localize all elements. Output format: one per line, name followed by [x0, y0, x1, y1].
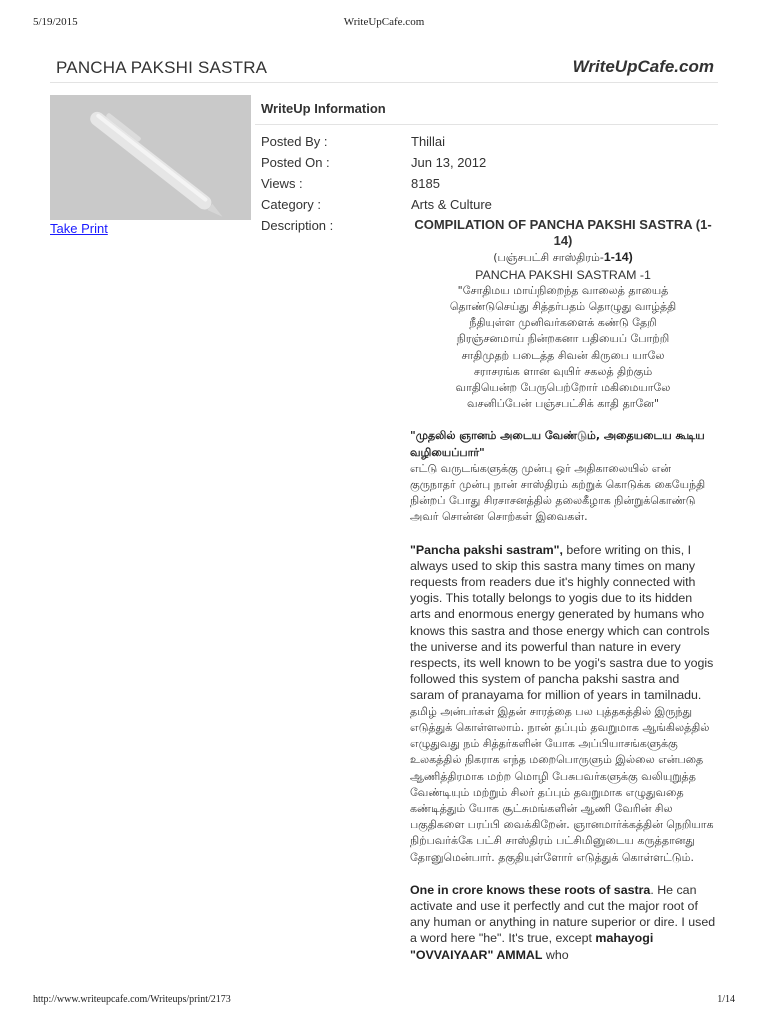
tamil-paragraph-2: தமிழ் அன்பர்கள் இதன் சாரத்தை பல புத்தகத்தில் இருந்து எடுத்துக் கொள்ளலாம். நான் தப்பும் தவறுமாக ஆங்கிலத்தில் எழுதுவது நம் சித்தர்களின் யோக அப்பியாசங்களுக்கு உலகத்தில் நிகராக எந்த மறைபொருளும் இல்லை என்பதை ஆணித்திரமாக மற்ற மொழி பேசுபவர்களுக்கு வலியுறுத்த வேண்டியும் மற்றும் சிலர் தப்பும் தவறுமாக எழுதுவதை கண்டித்தும் யோக சூட்சுமங்களின் ஆணி வேரின் சில பகுதிகளை பரப்பி வைக்கிறேன். ஞானமார்க்கத்தின் நெறியாக நிற்பவர்க்கே பட்சி சாஸ்திரம் பட்சிமினுடைய கருத்தானது தோனுமென்பார். தகுதியுள்ளோர் எடுத்துக் கொள்ளட்டும். [410, 704, 714, 864]
info-label: Category : [261, 197, 321, 212]
english-lead-bold: "Pancha pakshi sastram", [410, 542, 563, 557]
verse-line: வாதியென்ற பேருபெற்றோர் மகிமையாலே [455, 381, 671, 395]
info-value: Arts & Culture [411, 197, 492, 212]
verse-block [410, 283, 716, 413]
description-body [410, 217, 716, 963]
info-label: Posted On : [261, 155, 330, 170]
info-label: Description : [261, 218, 334, 233]
description-subheading [410, 249, 716, 266]
description-heading: COMPILATION OF PANCHA PAKSHI SASTRA (1-14) [414, 217, 712, 249]
english-paragraph-1-text: before writing on this, I always used to skip this sastra many times on many requests from readers due it's highly connected with yogis. This totally belongs to yogis due to its hidden arts and enormous energy generated by humans who knows this sastra and those energy which can controls the universe and its powerful than nature in every respects, its well known to be yogi's sastra due to yogis followed this system of pancha pakshi sastra and saram of pranayama for million of years in tamilnadu. [410, 542, 714, 703]
verse-line: தொண்டுசெய்து சித்தர்பதம் தொழுது வாழ்த்தி [449, 300, 677, 314]
verse-line: நீதியுள்ள முனிவர்களைக் கண்டு தேறி [469, 316, 657, 330]
english-paragraph-1 [410, 542, 716, 704]
info-section-title: WriteUp Information [261, 101, 386, 116]
subheading-tamil: (பஞ்சபட்சி சாஸ்திரம்- [493, 251, 604, 265]
subheading-number: 1-14) [603, 250, 633, 265]
info-label: Posted By : [261, 134, 328, 149]
verse-line: "சோதிமய மாய்நிறைந்த வாலைத் தாயைத் [457, 283, 669, 297]
page-title: PANCHA PAKSHI SASTRA [56, 58, 268, 77]
english-paragraph-2-end: who [542, 947, 569, 962]
brand-logo-text[interactable]: WriteUpCafe.com [572, 57, 714, 76]
info-row-views [261, 176, 721, 194]
writeup-thumbnail [50, 95, 251, 220]
verse-line: சராசரங்க ளான வுயிர் சகலத் திற்கும் [473, 364, 653, 378]
pen-icon [50, 95, 251, 220]
info-row-posted-by [261, 134, 721, 152]
print-url: http://www.writeupcafe.com/Writeups/print/2173 [33, 994, 231, 1005]
info-row-category [261, 197, 721, 215]
description-subheading-2: PANCHA PAKSHI SASTRAM -1 [475, 267, 651, 282]
tamil-quote-bold: "முதலில் ஞானம் அடைய வேண்டும், அதையடைய கூடிய வழியைப்பார்" [410, 429, 705, 459]
english-paragraph-2-text: . He can activate and use it perfectly and cut the major root of any human or anything in nature superior or dire. I used a word here "he". It's true, except [410, 882, 716, 946]
info-row-posted-on [261, 155, 721, 173]
print-page-number: 1/14 [717, 994, 735, 1005]
english-lead-bold-2: One in crore knows these roots of sastra [410, 882, 651, 897]
info-value: Thillai [411, 134, 445, 149]
info-divider [255, 124, 718, 125]
verse-line: வசனிப்பேன் பஞ்சபட்சிக் காதி தானே" [466, 397, 660, 411]
tamil-paragraph-1-text: எட்டு வருடங்களுக்கு முன்பு ஒர் அதிகாலையில் என் குருநாதர் முன்பு நான் சாஸ்திரம் கற்றுக் கொடுக்க கையேந்தி நின்றப் போது சிரசாசனத்தில் தலைகீழாக நின்றுக்கொண்டு அவர் சொன்ன சொற்கள் இவைகள். [410, 461, 706, 524]
print-site-name: WriteUpCafe.com [343, 16, 425, 28]
info-value: Jun 13, 2012 [411, 155, 487, 170]
info-value: 8185 [411, 176, 440, 191]
english-bold-name: mahayogi "OVVAIYAAR" AMMAL [410, 931, 654, 962]
take-print-link[interactable]: Take Print [50, 221, 108, 236]
verse-line: சாதிமுதற் படைத்த சிவன் கிருபை யாலே [461, 348, 665, 362]
verse-line: நிரஞ்சனமாய் நின்றகனா பதியைப் போற்றி [456, 332, 670, 346]
print-date: 5/19/2015 [33, 16, 78, 28]
tamil-paragraph-1 [410, 428, 716, 525]
page-header [50, 56, 718, 83]
info-label: Views : [261, 176, 303, 191]
english-paragraph-2 [410, 882, 716, 963]
